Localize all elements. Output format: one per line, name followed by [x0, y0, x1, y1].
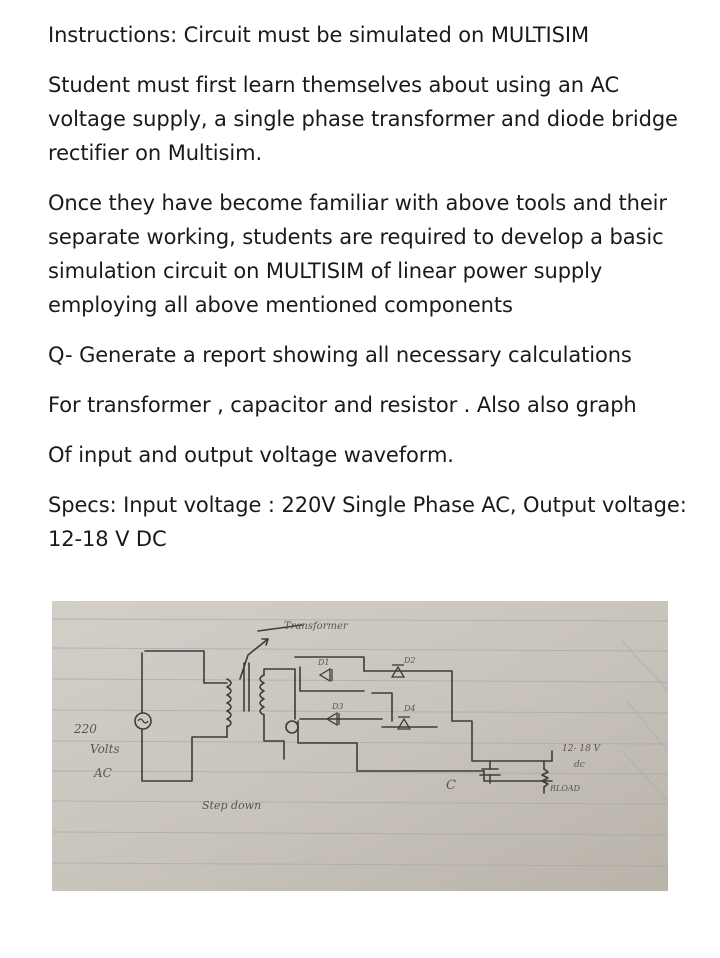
task-paragraph: Once they have become familiar with above tools and their separate working, students are required to develop a basic simulation circuit on MULTISIM of linear power supply employing all above mentioned components [48, 191, 667, 317]
circuit-sketch [52, 601, 668, 891]
output-voltage-label: 12- 18 V [562, 744, 601, 754]
question-continued-line: For transformer , capacitor and resistor . Also also graph [48, 393, 637, 417]
circuit-sketch-photo [52, 601, 668, 891]
source-label-voltage: 220 [74, 722, 97, 736]
diode-label-d2: D2 [404, 656, 416, 665]
source-label-type: AC [94, 766, 112, 780]
transformer-label: Transformer [284, 621, 348, 632]
specs-paragraph: Specs: Input voltage : 220V Single Phase AC, Output voltage: 12-18 V DC [48, 493, 687, 551]
step-down-label: Step down [202, 799, 262, 812]
diode-label-d1: D1 [318, 658, 330, 667]
learning-paragraph: Student must first learn themselves about using an AC voltage supply, a single phase transformer and diode bridge rectifier on Multisim. [48, 73, 678, 165]
waveform-line: Of input and output voltage waveform. [48, 443, 454, 467]
output-dc-label: dc [574, 760, 585, 770]
instructions-line: Instructions: Circuit must be simulated on MULTISIM [48, 23, 589, 47]
capacitor-label: C [446, 778, 456, 793]
instruction-document [48, 18, 698, 572]
question-line: Q- Generate a report showing all necessary calculations [48, 343, 632, 367]
source-label-unit: Volts [90, 742, 120, 756]
diode-label-d3: D3 [332, 702, 344, 711]
load-label: RLOAD [550, 784, 581, 793]
diode-label-d4: D4 [404, 704, 416, 713]
